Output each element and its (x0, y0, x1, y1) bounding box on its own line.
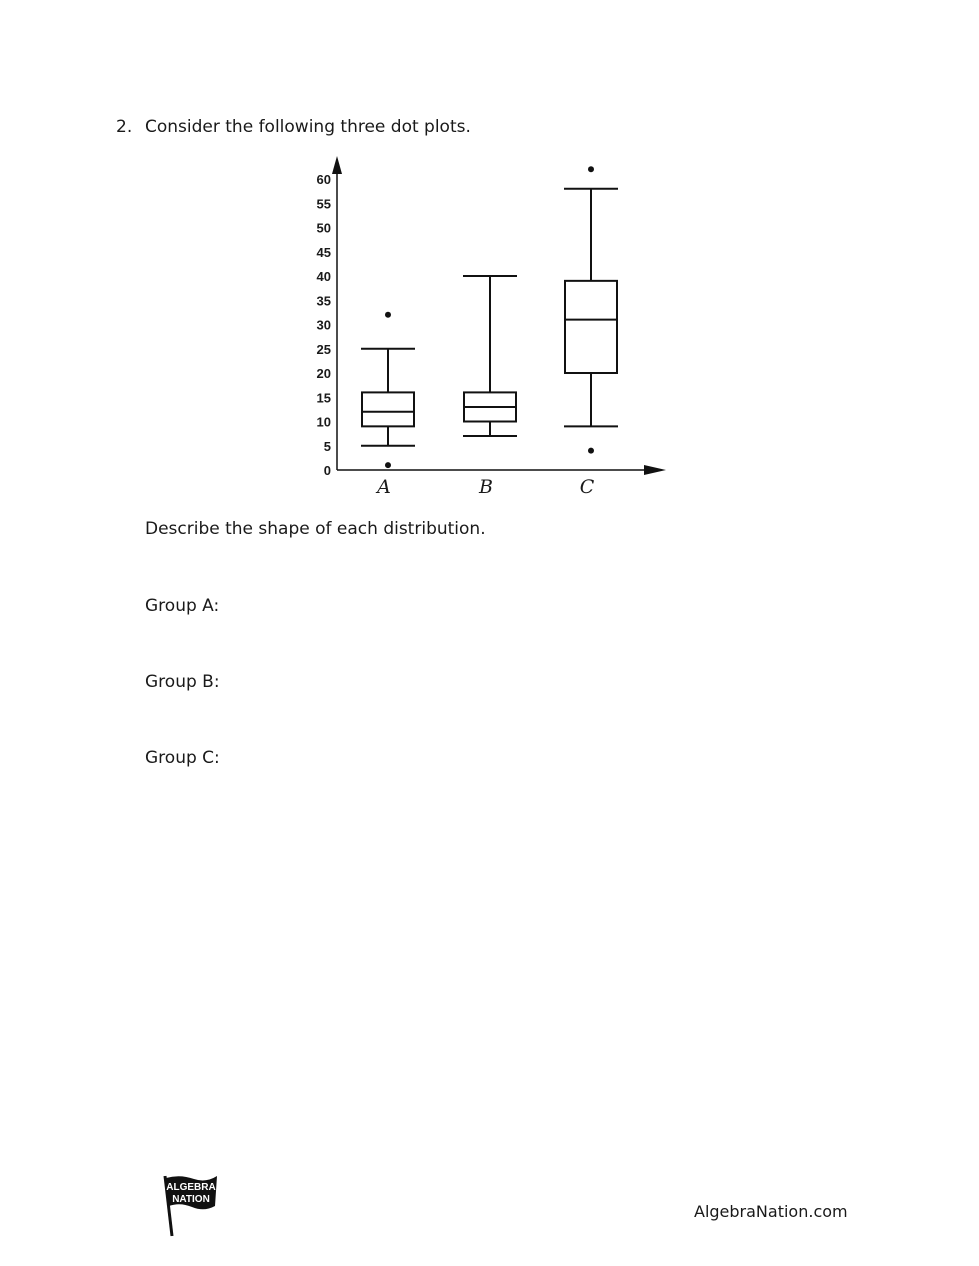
y-axis-arrow (332, 156, 342, 174)
y-tick-label: 60 (316, 172, 331, 187)
box-plots (361, 166, 618, 468)
site-url: AlgebraNation.com (694, 1202, 848, 1221)
x-axis-arrow (644, 465, 666, 475)
question-text: Consider the following three dot plots. (145, 117, 471, 137)
outlier-point (588, 166, 594, 172)
category-label: B (479, 476, 493, 498)
y-tick-label: 55 (316, 196, 331, 212)
box-plot-b (463, 276, 517, 436)
y-tick-label: 0 (323, 463, 331, 478)
box-plot-a (361, 312, 415, 468)
outlier-point (385, 312, 391, 318)
y-tick-label: 15 (316, 390, 331, 406)
algebra-nation-logo (160, 1172, 222, 1238)
y-tick-labels (317, 172, 331, 478)
outlier-point (385, 462, 391, 468)
y-tick-label: 25 (316, 341, 331, 357)
y-tick-label: 40 (316, 269, 331, 284)
question-prompt: Describe the shape of each distribution. (145, 519, 486, 539)
group-c-label: Group C: (145, 748, 220, 768)
category-labels (375, 476, 595, 498)
y-tick-label: 35 (316, 293, 331, 309)
y-tick-label: 45 (316, 244, 331, 260)
question-number: 2. (116, 117, 133, 137)
y-tick-label: 10 (316, 414, 331, 430)
category-label: C (579, 476, 595, 498)
y-tick-label: 50 (316, 220, 331, 236)
y-tick-label: 5 (323, 438, 331, 454)
box-iqr (362, 392, 414, 426)
box-plot-c (564, 166, 618, 453)
category-label: A (377, 476, 391, 498)
outlier-point (588, 448, 594, 454)
y-tick-label: 20 (316, 366, 331, 381)
logo-text-line-2: NATION (172, 1194, 210, 1205)
box-iqr (565, 281, 617, 373)
y-tick-label: 30 (316, 317, 331, 333)
box-plot-chart (300, 150, 680, 500)
logo-text-line-1: ALGEBRA (166, 1182, 216, 1193)
group-b-label: Group B: (145, 672, 220, 692)
group-a-label: Group A: (145, 596, 220, 616)
